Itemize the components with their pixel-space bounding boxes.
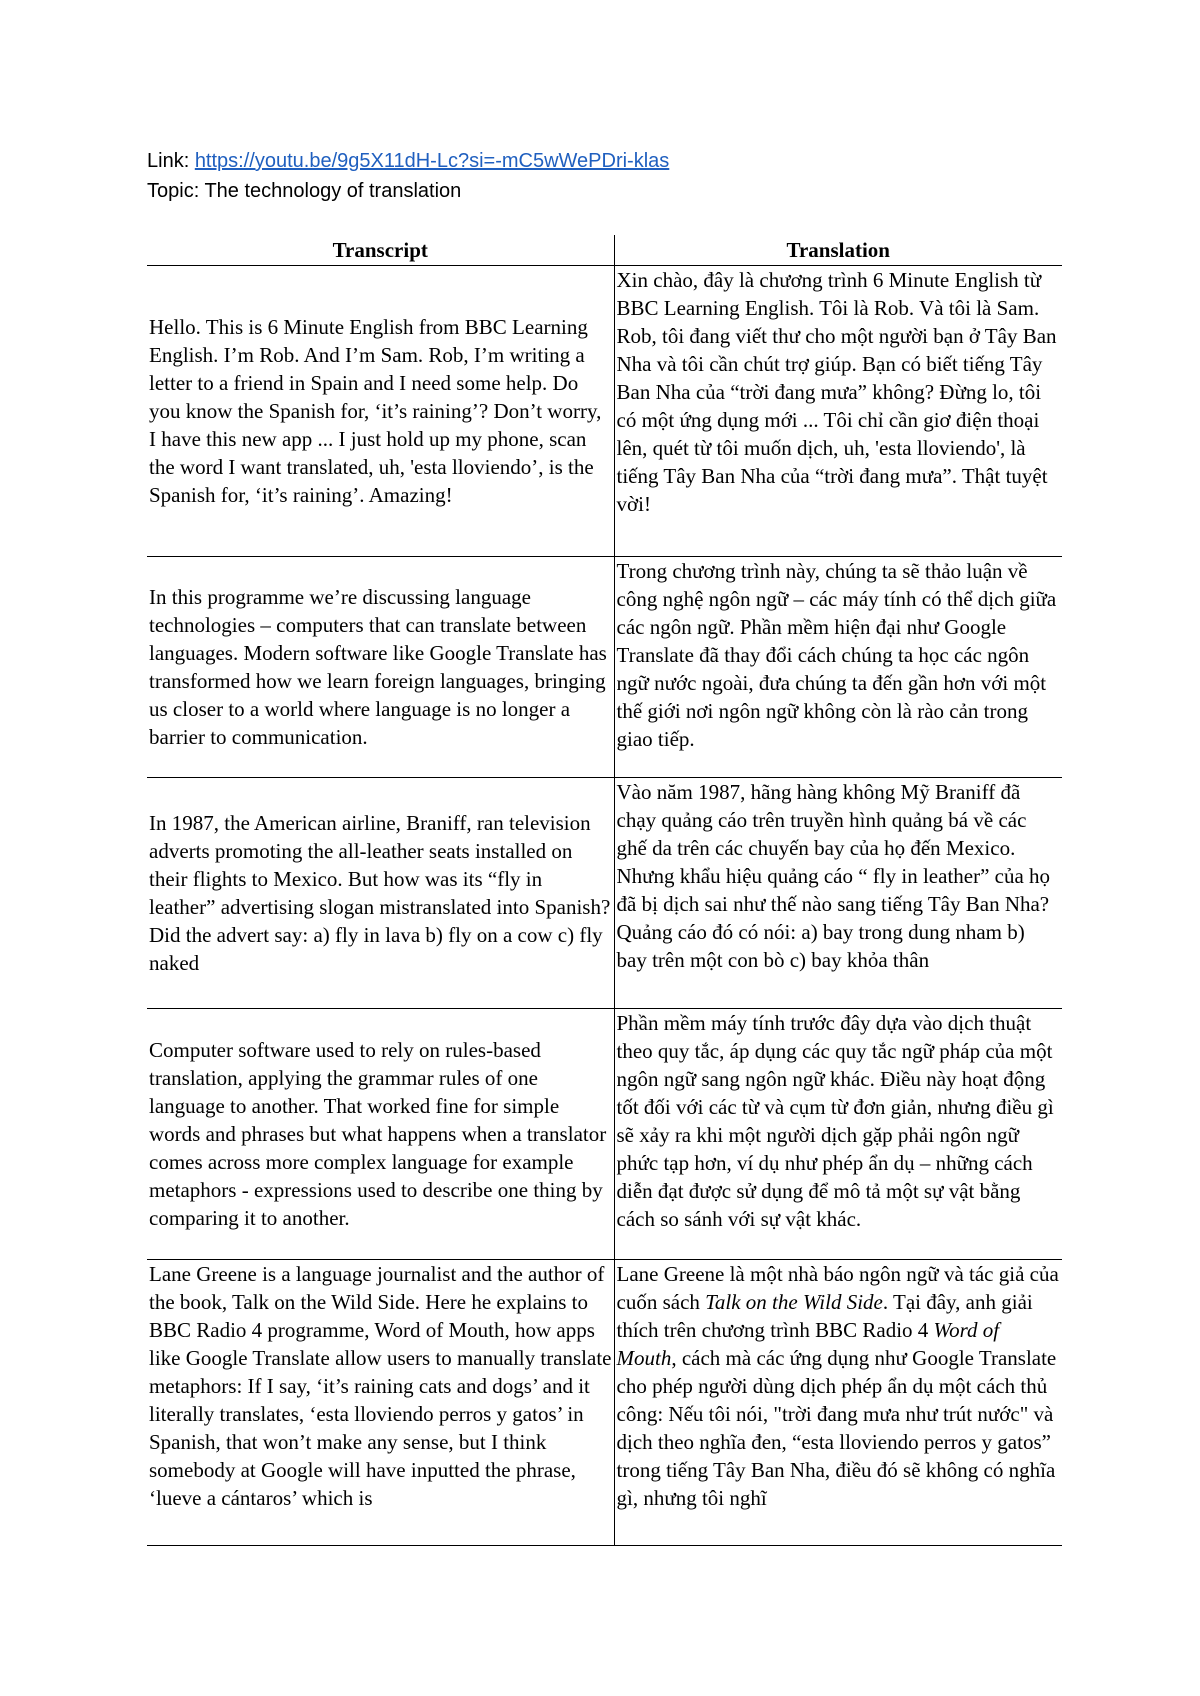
translation-cell: Phần mềm máy tính trước đây dựa vào dịch thuật theo quy tắc, áp dụng các quy tắc ngữ pháp của một ngôn ngữ sang ngôn ngữ khác. Điều này hoạt động tốt đối với các từ và cụm từ đơn giản, nhưng điều gì sẽ xảy ra khi một người dịch gặp phải ngôn ngữ phức tạp hơn, ví dụ như phép ẩn dụ – những cách diễn đạt được sử dụng để mô tả một sự vật bằng cách so sánh với sự vật khác. [614, 1009, 1062, 1260]
table-header-row [147, 235, 1062, 266]
table-row [147, 557, 1062, 778]
transcript-cell: In this programme we’re discussing language technologies – computers that can translate between languages. Modern software like Google Translate has transformed how we learn foreign languages, bringing us closer to a world where language is no longer a barrier to communication. [147, 557, 614, 778]
transcript-table [147, 235, 1062, 1546]
table-row [147, 266, 1062, 557]
link-line [147, 147, 669, 175]
transcript-cell: Computer software used to rely on rules-based translation, applying the grammar rules of one language to another. That worked fine for simple words and phrases but what happens when a translator comes across more complex language for example metaphors - expressions used to describe one thing by comparing it to another. [147, 1009, 614, 1260]
translation-cell [614, 1260, 1062, 1546]
topic-label: Topic: [147, 180, 200, 202]
link-label: Link: [147, 150, 190, 172]
transcript-cell: Hello. This is 6 Minute English from BBC Learning English. I’m Rob. And I’m Sam. Rob, I’m writing a letter to a friend in Spain and I need some help. Do you know the Spanish for, ‘it’s raining’? Don’t worry, I have this new app ... I just hold up my phone, scan the word I want translated, uh, 'esta lloviendo’, is the Spanish for, ‘it’s raining’. Amazing! [147, 266, 614, 557]
transcript-cell: Lane Greene is a language journalist and the author of the book, Talk on the Wild Side. Here he explains to BBC Radio 4 programme, Word of Mouth, how apps like Google Translate allow users to manually translate metaphors: If I say, ‘it’s raining cats and dogs’ and it literally translates, ‘esta lloviendo perros y gatos’ in Spanish, that won’t make any sense, but I think somebody at Google will have inputted the phrase, ‘lueve a cántaros’ which is [147, 1260, 614, 1546]
programme-title: Word of Mouth [616, 1318, 1000, 1370]
translation-column-header: Translation [614, 235, 1062, 266]
table-row [147, 1009, 1062, 1260]
video-link[interactable]: https://youtu.be/9g5X11dH-Lc?si=-mC5wWePDri-klas [194, 150, 670, 172]
translation-cell: Trong chương trình này, chúng ta sẽ thảo luận về công nghệ ngôn ngữ – các máy tính có thể dịch giữa các ngôn ngữ. Phần mềm hiện đại như Google Translate đã thay đổi cách chúng ta học các ngôn ngữ nước ngoài, đưa chúng ta đến gần hơn với một thế giới nơi ngôn ngữ không còn là rào cản trong giao tiếp. [614, 557, 1062, 778]
transcript-column-header: Transcript [147, 235, 614, 266]
table-row [147, 778, 1062, 1009]
topic-line [147, 177, 461, 205]
translation-text: . Tại đây, anh giải thích trên chương trình BBC Radio 4 [616, 1290, 1033, 1342]
transcript-cell: In 1987, the American airline, Braniff, ran television adverts promoting the all-leather seats installed on their flights to Mexico. But how was its “fly in leather” advertising slogan mistranslated into Spanish? Did the advert say: a) fly in lava b) fly on a cow c) fly naked [147, 778, 614, 1009]
translation-cell: Xin chào, đây là chương trình 6 Minute English từ BBC Learning English. Tôi là Rob. Và tôi là Sam. Rob, tôi đang viết thư cho một người bạn ở Tây Ban Nha và tôi cần chút trợ giúp. Bạn có biết tiếng Tây Ban Nha của “trời đang mưa” không? Đừng lo, tôi có một ứng dụng mới ... Tôi chỉ cần giơ điện thoại lên, quét từ tôi muốn dịch, uh, 'esta lloviendo', là tiếng Tây Ban Nha của “trời đang mưa”. Thật tuyệt vời! [614, 266, 1062, 557]
translation-text: Lane Greene là một nhà báo ngôn ngữ và tác giả của cuốn sách [616, 1262, 1059, 1314]
table-row [147, 1260, 1062, 1546]
translation-text: , cách mà các ứng dụng như Google Translate cho phép người dùng dịch phép ẩn dụ một cách thủ công: Nếu tôi nói, "trời đang mưa như trút nước" và dịch theo nghĩa đen, “esta lloviendo perros y gatos” trong tiếng Tây Ban Nha, điều đó sẽ không có nghĩa gì, nhưng tôi nghĩ [616, 1346, 1057, 1510]
book-title: Talk on the Wild Side [705, 1290, 883, 1314]
translation-cell: Vào năm 1987, hãng hàng không Mỹ Braniff đã chạy quảng cáo trên truyền hình quảng bá về các ghế da trên các chuyến bay của họ đến Mexico. Nhưng khẩu hiệu quảng cáo “ fly in leather” của họ đã bị dịch sai như thế nào sang tiếng Tây Ban Nha? Quảng cáo đó có nói: a) bay trong dung nham b) bay trên một con bò c) bay khỏa thân [614, 778, 1062, 1009]
topic-value: The technology of translation [204, 180, 462, 202]
